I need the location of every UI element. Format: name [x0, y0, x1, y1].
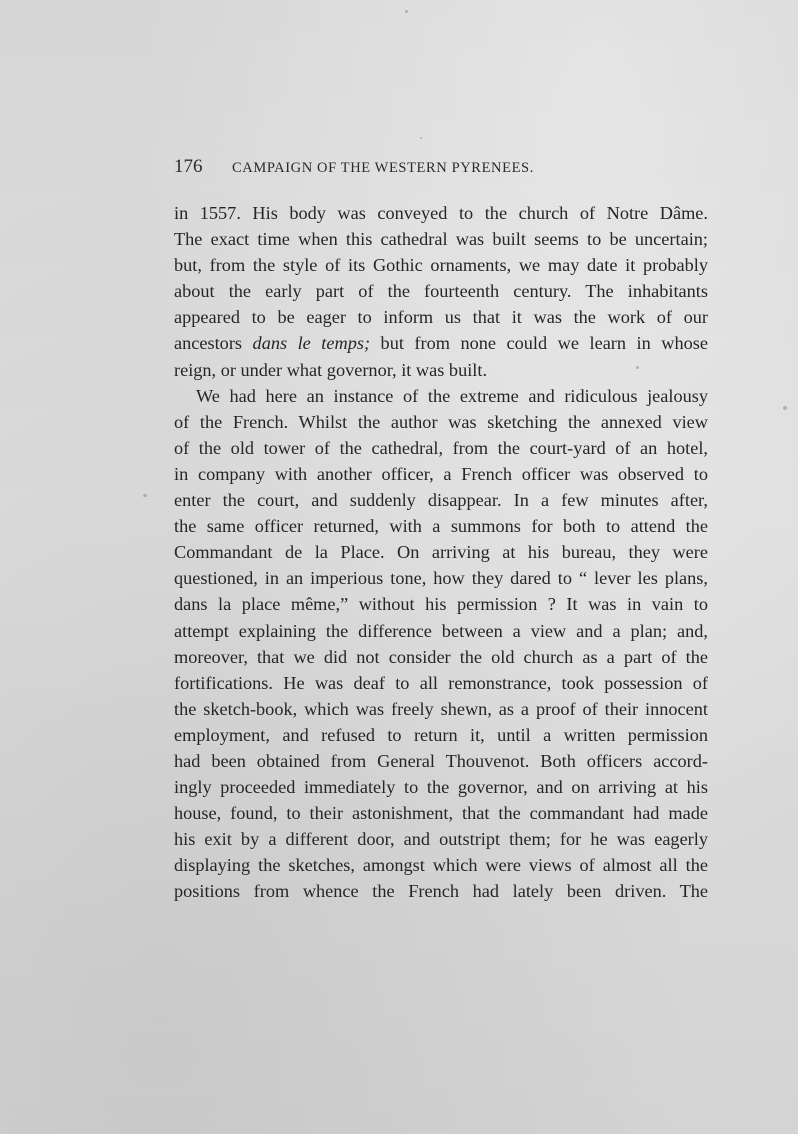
text-line: in 1557. His body was conveyed to the church of Notre Dâme. [174, 203, 708, 223]
paragraph-start-line: We had here an instance of the extreme and ridiculous jealousy [196, 385, 708, 406]
text-line: employment, and refused to return it, until a written permission [174, 724, 708, 745]
text-line: fortifications. He was deaf to all remonstrance, took possession of [174, 672, 708, 693]
text-line: positions from whence the French had lately been driven. The [174, 881, 708, 902]
text-line: ingly proceeded immediately to the governor, and on arriving at his [174, 777, 708, 798]
text-line: dans la place même,” without his permission ? It was in vain to [174, 594, 708, 615]
text-line: moreover, that we did not consider the old church as a part of the [174, 646, 708, 667]
text-line: of the French. Whilst the author was sketching the annexed view [174, 411, 708, 432]
text-line: questioned, in an imperious tone, how they dared to “ lever les plans, [174, 568, 708, 589]
text-line: Commandant de la Place. On arriving at his bureau, they were [174, 542, 708, 563]
text-fragment: ancestors [174, 333, 253, 354]
scan-speck [783, 406, 787, 410]
text-line: the sketch-book, which was freely shewn, as a proof of their innocent [174, 698, 708, 719]
text-line: enter the court, and suddenly disappear. In a few minutes after, [174, 490, 708, 511]
text-line: but, from the style of its Gothic ornaments, we may date it probably [174, 255, 708, 276]
text-fragment: but from none could we learn in whose [370, 333, 708, 354]
text-line: the same officer returned, with a summons for both to attend the [174, 516, 708, 537]
text-line: had been obtained from General Thouvenot. Both officers accord- [174, 750, 708, 771]
scan-speck [405, 10, 408, 13]
text-line: appeared to be eager to inform us that it was the work of our [174, 307, 708, 328]
running-title: CAMPAIGN OF THE WESTERN PYRENEES. [232, 160, 534, 176]
text-line: his exit by a different door, and outstript them; for he was eagerly [174, 829, 708, 850]
text-line: in company with another officer, a French officer was observed to [174, 463, 708, 484]
text-line: displaying the sketches, amongst which were views of almost all the [174, 855, 708, 876]
page-number: 176 [174, 156, 203, 177]
text-line: about the early part of the fourteenth century. The inhabitants [174, 281, 708, 302]
text-line: attempt explaining the difference between a view and a plan; and, [174, 620, 708, 641]
text-line: The exact time when this cathedral was built seems to be uncertain; [174, 229, 708, 250]
text-line [174, 330, 708, 356]
scan-speck [420, 137, 422, 139]
body-text [174, 200, 708, 905]
italic-phrase: dans le temps; [252, 333, 371, 354]
paragraph-end-line: reign, or under what governor, it was built. [174, 359, 488, 380]
text-line: house, found, to their astonishment, that the commandant had made [174, 803, 708, 824]
text-line: of the old tower of the cathedral, from the court-yard of an hotel, [174, 437, 708, 458]
scan-speck [143, 494, 147, 497]
running-head [174, 156, 609, 182]
